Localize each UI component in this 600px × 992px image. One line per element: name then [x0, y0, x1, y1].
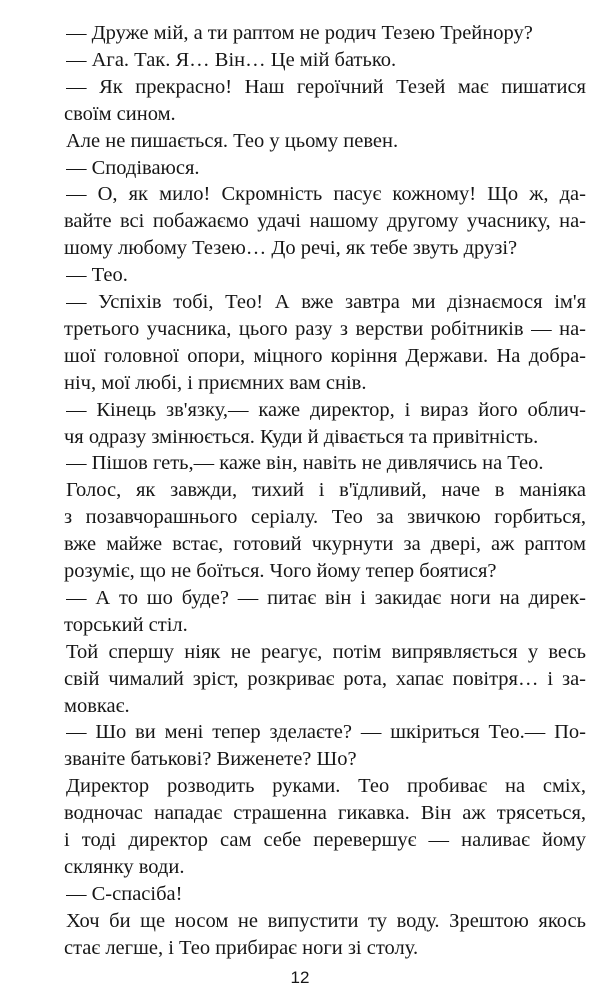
text-line: — Пішов геть,— каже він, навіть не дивлячись на Тео.: [66, 452, 544, 475]
text-line: — Кінець зв'язку,— каже директор, і вираз його облич-: [66, 398, 586, 421]
text-line: з позавчорашнього серіалу. Тео за звичкою горбиться,: [64, 506, 586, 529]
page-number: 12: [290, 968, 310, 987]
text-line: — Тео.: [66, 264, 128, 287]
text-line: — Сподіваюся.: [66, 156, 200, 179]
text-line: шої головної опори, міцного коріння Держави. На добра-: [64, 344, 586, 367]
text-line: Голос, як завжди, тихий і в'їдливий, наче в маніяка: [66, 479, 586, 502]
text-line: — А то шо буде? — питає він і закидає ноги на дирек-: [66, 586, 586, 609]
text-line: — С-спасіба!: [66, 882, 183, 905]
text-line: — О, як мило! Скромність пасує кожному! Що ж, да-: [66, 183, 586, 206]
text-line: ніч, мої любі, і приємних вам снів.: [64, 371, 367, 394]
text-line: торський стіл.: [64, 613, 188, 636]
text-line: третього учасника, цього разу з верстви робітників — на-: [64, 317, 586, 340]
text-line: і тоді директор сам себе перевершує — наливає йому: [64, 829, 586, 851]
text-line: Той спершу ніяк не реагує, потім випрявляється у весь: [66, 640, 586, 663]
text-line: чя одразу змінюється. Куди й дівається та привітність.: [64, 425, 539, 448]
text-line: водночас нападає страшенна гикавка. Він аж трясеться,: [64, 802, 586, 825]
text-line: склянку води.: [64, 855, 185, 878]
text-line: — Ага. Так. Я… Він… Це мій батько.: [66, 48, 397, 71]
text-line: стає легше, і Тео прибирає ноги зі столу.: [64, 936, 419, 959]
text-line: свій чималий зріст, розкриває рота, хапає повітря… і за-: [64, 667, 586, 690]
text-line: вже майже встає, готовий чкурнути за двері, аж раптом: [64, 533, 586, 556]
text-line: Але не пишається. Тео у цьому певен.: [66, 129, 399, 152]
text-line: мовкає.: [64, 694, 130, 717]
text-line: шому любому Тезею… До речі, як тебе звуть друзі?: [64, 237, 518, 260]
text-line: Хоч би ще носом не випустити ту воду. Зрештою якось: [66, 909, 586, 932]
text-line: — Друже мій, а ти раптом не родич Тезею Трейнору?: [66, 22, 533, 44]
text-line: вайте всі побажаємо удачі нашому другому учаснику, на-: [64, 210, 586, 233]
text-line: Директор розводить руками. Тео пробиває на сміх,: [66, 775, 586, 798]
text-line: — Як прекрасно! Наш героїчний Тезей має пишатися: [66, 75, 586, 98]
text-line: званіте батькові? Виженете? Шо?: [64, 748, 357, 771]
text-line: своїм сином.: [64, 102, 176, 125]
text-line: розуміє, що не боїться. Чого йому тепер боятися?: [64, 560, 497, 582]
text-line: — Успіхів тобі, Тео! А вже завтра ми дізнаємося ім'я: [66, 291, 586, 313]
text-line: — Шо ви мені тепер зделаєте? — шкіриться Тео.— По-: [66, 721, 586, 744]
